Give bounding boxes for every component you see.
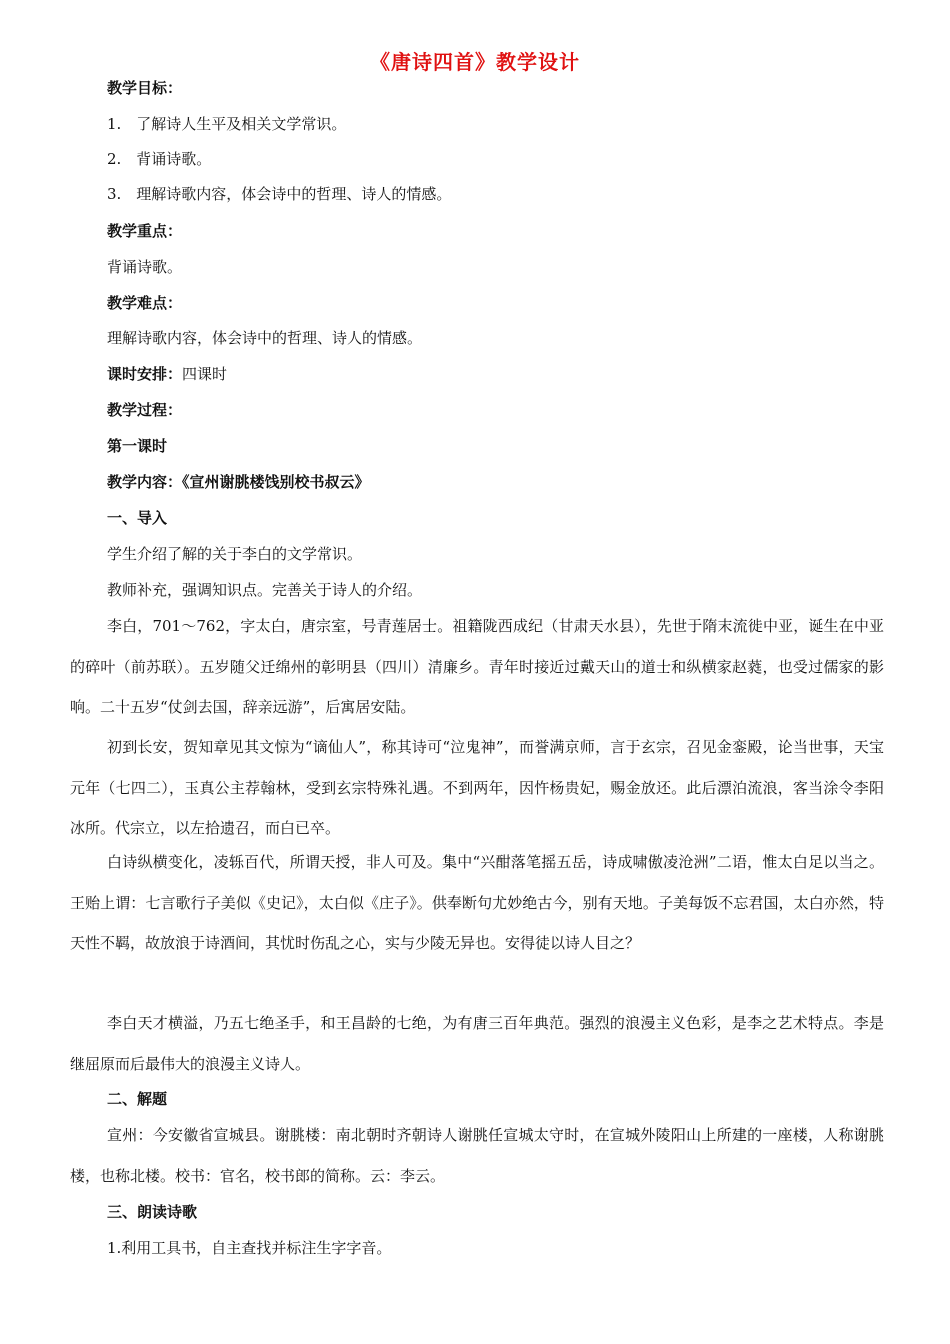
schedule-text: 四课时 <box>182 365 228 383</box>
key-points-text: 背诵诗歌。 <box>107 258 183 276</box>
section-1-p4: 初到长安，贺知章见其文惊为“谪仙人”，称其诗可“泣鬼神”，而誉满京师，言于玄宗，召见金銮殿，论当世事，天宝元年（七四二），玉真公主荐翰林，受到玄宗特殊礼遇。不到两年，因忤杨贵妃，赐金放还。此后漂泊流浪，客当涂令李阳冰所。代宗立，以左拾遗召，而白已卒。 <box>70 738 884 837</box>
key-points-heading: 教学重点： <box>107 222 183 240</box>
section-3-heading: 三、朗读诗歌 <box>107 1203 198 1221</box>
lesson-content-heading: 教学内容：《宣州谢朓楼饯别校书叔云》 <box>107 473 370 491</box>
schedule-heading: 课时安排： <box>107 365 183 383</box>
objective-item-2: 2. 背诵诗歌。 <box>107 150 212 168</box>
section-1-p2: 教师补充，强调知识点。完善关于诗人的介绍。 <box>107 581 423 599</box>
process-heading: 教学过程： <box>107 401 183 419</box>
schedule-line <box>107 363 887 385</box>
difficulties-text: 理解诗歌内容，体会诗中的哲理、诗人的情感。 <box>107 329 423 347</box>
section-2-p1: 宣州：今安徽省宣城县。谢朓楼：南北朝时齐朝诗人谢朓任宣城太守时，在宣城外陵阳山上所建的一座楼，人称谢朓楼，也称北楼。校书：官名，校书郎的简称。云：李云。 <box>70 1126 884 1185</box>
section-1-heading: 一、导入 <box>107 509 168 527</box>
objective-item-1: 1. 了解诗人生平及相关文学常识。 <box>107 115 347 133</box>
section-3-p1: 1.利用工具书，自主查找并标注生字字音。 <box>107 1239 392 1257</box>
objectives-heading: 教学目标： <box>107 79 183 97</box>
section-1-p6: 李白天才横溢，乃五七绝圣手，和王昌龄的七绝，为有唐三百年典范。强烈的浪漫主义色彩，是李之艺术特点。李是继屈原而后最伟大的浪漫主义诗人。 <box>70 1014 884 1073</box>
lesson-1-heading: 第一课时 <box>107 437 168 455</box>
section-2-heading: 二、解题 <box>107 1090 168 1108</box>
section-1-p3: 李白，701～762，字太白，唐宗室，号青莲居士。祖籍陇西成纪（甘肃天水县），先世于隋末流徙中亚，诞生在中亚的碎叶（前苏联）。五岁随父迁绵州的彰明县（四川）清廉乡。青年时接近过戴天山的道士和纵横家赵蕤，也受过儒家的影响。二十五岁“仗剑去国，辞亲远游”，后寓居安陆。 <box>70 617 884 716</box>
objective-item-3: 3. 理解诗歌内容，体会诗中的哲理、诗人的情感。 <box>107 185 452 203</box>
difficulties-heading: 教学难点： <box>107 294 183 312</box>
document-title: 《唐诗四首》教学设计 <box>370 50 580 74</box>
section-1-p1: 学生介绍了解的关于李白的文学常识。 <box>107 545 363 563</box>
section-1-p5: 白诗纵横变化，凌轹百代，所谓天授，非人可及。集中“兴酣落笔摇五岳，诗成啸傲凌沧洲”二语，惟太白足以当之。王贻上谓：七言歌行子美似《史记》，太白似《庄子》。供奉断句尤妙绝古今，别有天地。子美每饭不忘君国，太白亦然，特天性不羁，故放浪于诗酒间，其忧时伤乱之心，实与少陵无异也。安得徒以诗人目之？ <box>70 853 884 952</box>
